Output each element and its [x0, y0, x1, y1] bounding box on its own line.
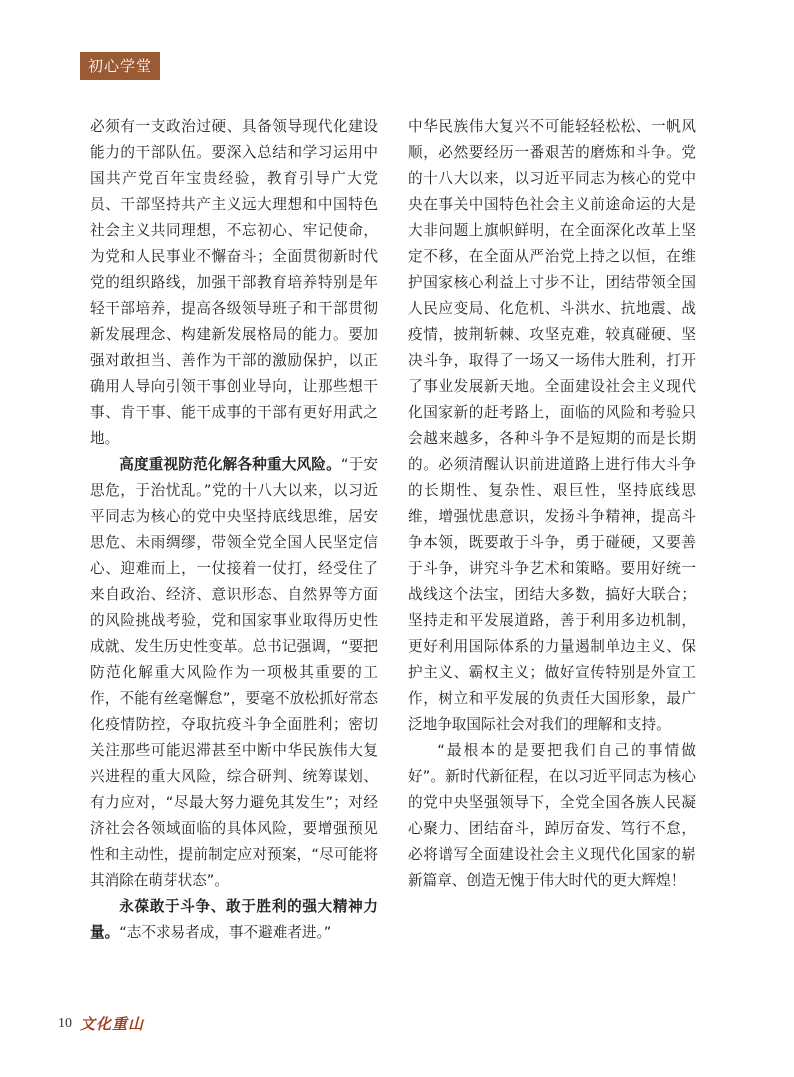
paragraph: “最根本的是要把我们自己的事情做好”。新时代新征程，在以习近平同志为核心的党中央坚强领导下，全党全国各族人民凝心聚力、团结奋斗，踔厉奋发、笃行不怠，必将谱写全面建设社会主义现代化国家的崭新篇章、创造无愧于伟大时代的更大辉煌！	[408, 742, 696, 889]
paragraph	[90, 894, 378, 946]
paragraph-body: “志不求易者成，事不避难者进。”	[119, 924, 332, 941]
section-label: 初心学堂	[80, 52, 160, 80]
paragraph-lead: 高度重视防范化解各种重大风险。	[119, 456, 341, 473]
paragraph: 必须有一支政治过硬、具备领导现代化建设能力的干部队伍。要深入总结和学习运用中国共产党百年宝贵经验，教育引导广大党员、干部坚持共产主义远大理想和中国特色社会主义共同理想，不忘初心、牢记使命，为党和人民事业不懈奋斗；全面贯彻新时代党的组织路线，加强干部教育培养特别是年轻干部培养，提高各级领导班子和干部贯彻新发展理念、构建新发展格局的能力。要加强对敢担当、善作为干部的激励保护，以正确用人导向引领干事创业导向，让那些想干事、肯干事、能干成事的干部有更好用武之地。	[90, 118, 378, 447]
paragraph	[90, 452, 378, 894]
right-column	[408, 114, 696, 894]
paragraph: 中华民族伟大复兴不可能轻轻松松、一帆风顺，必然要经历一番艰苦的磨炼和斗争。党的十八大以来，以习近平同志为核心的党中央在事关中国特色社会主义前途命运的大是大非问题上旗帜鲜明，在全面深化改革上坚定不移，在全面从严治党上持之以恒，在维护国家核心利益上寸步不让，团结带领全国人民应变局、化危机、斗洪水、抗地震、战疫情，披荆斩棘、攻坚克难，较真碰硬、坚决斗争，取得了一场又一场伟大胜利，打开了事业发展新天地。全面建设社会主义现代化国家新的赶考路上，面临的风险和考验只会越来越多，各种斗争不是短期的而是长期的。必须清醒认识前进道路上进行伟大斗争的长期性、复杂性、艰巨性，坚持底线思维，增强忧患意识，发扬斗争精神，提高斗争本领，既要敢于斗争，勇于碰硬，又要善于斗争，讲究斗争艺术和策略。要用好统一战线这个法宝，团结大多数，搞好大联合；坚持走和平发展道路，善于利用多边机制，更好利用国际体系的力量遏制单边主义、保护主义、霸权主义；做好宣传特别是外宣工作，树立和平发展的负责任大国形象，最广泛地争取国际社会对我们的理解和支持。	[408, 118, 696, 733]
magazine-logo: 文化重山	[80, 1015, 145, 1033]
paragraph-lead: 永葆敢于斗争、敢于胜利的强大精神力量。	[90, 898, 378, 941]
page-number: 10	[58, 1016, 72, 1031]
left-column	[90, 114, 378, 946]
paragraph-body: “于安思危，于治忧乱。”党的十八大以来，以习近平同志为核心的党中央坚持底线思维，居安思危、未雨绸缪，带领全党全国人民坚定信心、迎难而上，一仗接着一仗打，经受住了来自政治、经济、意识形态、自然界等方面的风险挑战考验，党和国家事业取得历史性成就、发生历史性变革。总书记强调，“要把防范化解重大风险作为一项极其重要的工作，不能有丝毫懈怠”，要毫不放松抓好常态化疫情防控，夺取抗疫斗争全面胜利；密切关注那些可能迟滞甚至中断中华民族伟大复兴进程的重大风险，综合研判、统筹谋划、有力应对，“尽最大努力避免其发生”；对经济社会各领域面临的具体风险，要增强预见性和主动性，提前制定应对预案，“尽可能将其消除在萌芽状态”。	[90, 456, 378, 889]
